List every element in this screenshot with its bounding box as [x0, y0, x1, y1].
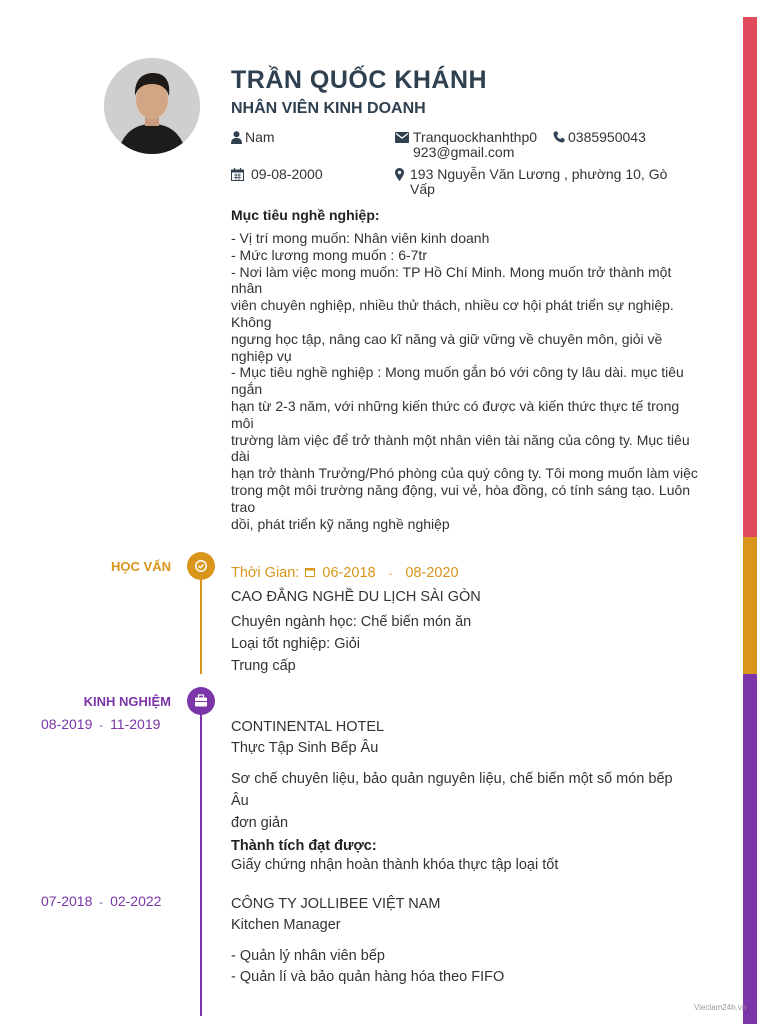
education-section-label: HỌC VẤN [111, 559, 171, 574]
email-info [395, 130, 555, 162]
objective-line: dài [231, 448, 250, 465]
objective-line: nhân [231, 280, 263, 297]
objective-line: - Vị trí mong muốn: Nhân viên kinh doanh [231, 230, 490, 246]
briefcase-icon [187, 687, 215, 715]
address-info [395, 167, 695, 199]
gender-info [231, 130, 381, 146]
phone-icon [553, 131, 565, 143]
education-level: Trung cấp [231, 658, 296, 674]
job-1-period [41, 716, 160, 732]
job-1-achievement-title: Thành tích đạt được: [231, 838, 377, 854]
job-1-start-date: 08-2019 [41, 716, 93, 732]
dob-value: 09-08-2000 [251, 166, 323, 182]
objective-body [231, 230, 731, 532]
calendar-icon [305, 567, 315, 577]
email-line-2[interactable]: 923@gmail.com [413, 144, 515, 160]
experience-section-label: KINH NGHIỆM [83, 694, 171, 709]
education-major: Chuyên ngành học: Chế biến món ăn [231, 614, 472, 630]
map-marker-icon [395, 168, 404, 181]
objective-line: - Mức lương mong muốn : 6-7tr [231, 246, 427, 263]
objective-line: hạn trở thành Trưởng/Phó phòng của quý công ty. Tôi mong muốn làm việc [231, 465, 698, 482]
email-line-1[interactable]: Tranquockhanhthp0 [413, 129, 538, 145]
accent-stripe-red [743, 17, 757, 537]
accent-stripe-purple [743, 674, 757, 1024]
gender-value: Nam [245, 129, 275, 145]
education-start-date: 06-2018 [322, 565, 376, 581]
job-1-description-line: Sơ chế chuyên liệu, bảo quản nguyên liệu, chế biến một số món bếp [231, 771, 673, 787]
job-1-date-separator: - [99, 720, 104, 732]
job-2-company: CÔNG TY JOLLIBEE VIỆT NAM [231, 896, 441, 912]
experience-timeline-line [200, 714, 202, 1016]
avatar [104, 58, 200, 154]
job-2-position: Kitchen Manager [231, 917, 341, 933]
accent-stripe-gold [743, 537, 757, 674]
education-school: CAO ĐẲNG NGHỀ DU LỊCH SÀI GÒN [231, 589, 481, 605]
education-date-separator: - [388, 568, 393, 580]
objective-line: trao [231, 498, 256, 515]
education-time-label: Thời Gian: [231, 565, 300, 581]
education-grade: Loại tốt nghiệp: Giỏi [231, 636, 360, 652]
user-icon [231, 131, 242, 144]
objective-line: nghiệp vụ [231, 347, 292, 364]
watermark: Vieclam24h.vn [694, 1003, 747, 1012]
objective-line: Không [231, 313, 272, 330]
objective-line: trong một môi trường năng động, vui vẻ, hòa đồng, có tính sáng tạo. Luôn [231, 481, 691, 498]
address-line-1: 193 Nguyễn Văn Lương , phường 10, Gò [410, 166, 668, 182]
candidate-job-title: NHÂN VIÊN KINH DOANH [231, 100, 426, 117]
check-circle-icon [187, 552, 215, 580]
job-1-end-date: 11-2019 [110, 716, 161, 732]
job-2-end-date: 02-2022 [110, 893, 162, 909]
objective-line: ngắn [231, 381, 263, 398]
job-2-date-separator: - [99, 897, 104, 909]
job-2-description-line: - Quản lí và bảo quản hàng hóa theo FIFO [231, 969, 505, 985]
phone-value[interactable]: 0385950043 [568, 129, 646, 145]
experience-badge [187, 687, 215, 715]
objective-line: - Mục tiêu nghề nghiệp : Mong muốn gắn bó với công ty lâu dài. mục tiêu [231, 364, 684, 381]
calendar-icon [231, 168, 244, 181]
objective-line: hạn từ 2-3 năm, với những kiến thức có được và kiến thức thực tế trong [231, 397, 680, 414]
address-line-2: Vấp [410, 181, 435, 197]
dob-info [231, 167, 381, 183]
objective-line: môi [231, 414, 254, 431]
job-1-achievement: Giấy chứng nhận hoàn thành khóa thực tập loại tốt [231, 857, 559, 873]
job-1-position: Thực Tập Sinh Bếp Âu [231, 740, 379, 756]
job-2-start-date: 07-2018 [41, 893, 93, 909]
objective-line: trường làm việc để trở thành một nhân viên tài năng của công ty. Mục tiêu [231, 431, 690, 448]
education-period [231, 565, 459, 581]
job-1-company: CONTINENTAL HOTEL [231, 719, 385, 735]
objective-line: ngưng học tập, nâng cao kĩ năng và giữ vững về chuyên môn, giỏi về [231, 330, 663, 347]
objective-line: dồi, phát triển kỹ năng nghề nghiệp [231, 515, 450, 532]
education-badge [187, 552, 215, 580]
job-2-description-line: - Quản lý nhân viên bếp [231, 948, 385, 964]
job-1-description-line: đơn giản [231, 815, 289, 831]
job-2-period [41, 893, 161, 909]
education-timeline-line [200, 580, 202, 674]
phone-info [553, 130, 663, 146]
objective-title: Mục tiêu nghề nghiệp: [231, 207, 380, 223]
envelope-icon [395, 132, 409, 143]
education-end-date: 08-2020 [405, 565, 459, 581]
candidate-name: TRẦN QUỐC KHÁNH [231, 66, 488, 94]
objective-line: - Nơi làm việc mong muốn: TP Hồ Chí Minh. Mong muốn trở thành một [231, 263, 672, 280]
job-1-description-line: Âu [231, 793, 249, 809]
objective-line: viên chuyên nghiệp, nhiều thử thách, nhiều cơ hội phát triển sự nghiệp. [231, 297, 674, 314]
